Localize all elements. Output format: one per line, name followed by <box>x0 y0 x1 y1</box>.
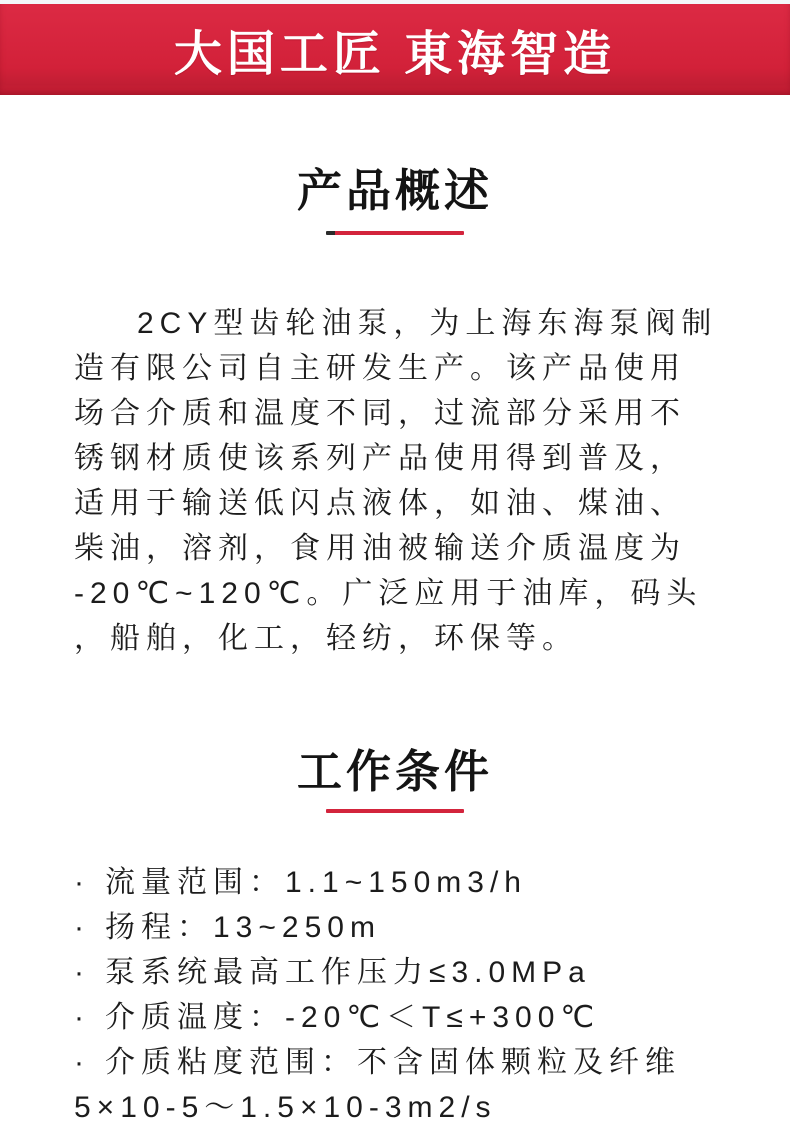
brand-banner <box>0 4 790 95</box>
paragraph-line: ，船舶，化工，轻纺，环保等。 <box>74 622 578 655</box>
paragraph-line: 造有限公司自主研发生产。该产品使用 <box>74 352 686 385</box>
conditions-title-underline <box>326 809 464 813</box>
list-item-text: 介质温度：-20℃＜T≤+300℃ <box>105 1001 601 1034</box>
overview-title: 产品概述 <box>296 165 493 216</box>
list-item-text: 5×10-5～1.5×10-3m2/s <box>74 1091 497 1124</box>
paragraph-line: 2CY型齿轮油泵，为上海东海泵阀制 <box>137 307 718 340</box>
paragraph-line: 适用于输送低闪点液体，如油、煤油、 <box>74 487 686 520</box>
list-item <box>74 905 750 950</box>
overview-title-underline <box>326 231 464 235</box>
list-item-text: 扬程：13~250m <box>105 911 381 944</box>
paragraph-line: 柴油，溶剂，食用油被输送介质温度为 <box>74 532 686 565</box>
conditions-title: 工作条件 <box>296 746 493 797</box>
bullet-icon: · <box>74 1001 84 1034</box>
banner-title: 大国工匠 東海智造 <box>173 28 617 81</box>
list-item-text: 流量范围：1.1~150m3/h <box>105 866 527 899</box>
conditions-list <box>0 860 790 1130</box>
list-item <box>74 1040 750 1085</box>
paragraph-line: -20℃~120℃。广泛应用于油库，码头 <box>74 577 703 610</box>
section-overview <box>0 167 790 661</box>
overview-paragraph <box>0 301 790 661</box>
section-conditions <box>0 748 790 1130</box>
list-item <box>74 995 750 1040</box>
list-item-text: 泵系统最高工作压力≤3.0MPa <box>105 956 591 989</box>
paragraph-line: 场合介质和温度不同，过流部分采用不 <box>74 397 686 430</box>
list-item <box>74 950 750 995</box>
bullet-icon: · <box>74 1046 84 1079</box>
list-item-continuation <box>74 1085 750 1130</box>
bullet-icon: · <box>74 911 84 944</box>
paragraph-line: 锈钢材质使该系列产品使用得到普及， <box>74 442 686 475</box>
list-item-text: 介质粘度范围：不含固体颗粒及纤维 <box>105 1046 681 1079</box>
bullet-icon: · <box>74 866 84 899</box>
list-item <box>74 860 750 905</box>
bullet-icon: · <box>74 956 84 989</box>
